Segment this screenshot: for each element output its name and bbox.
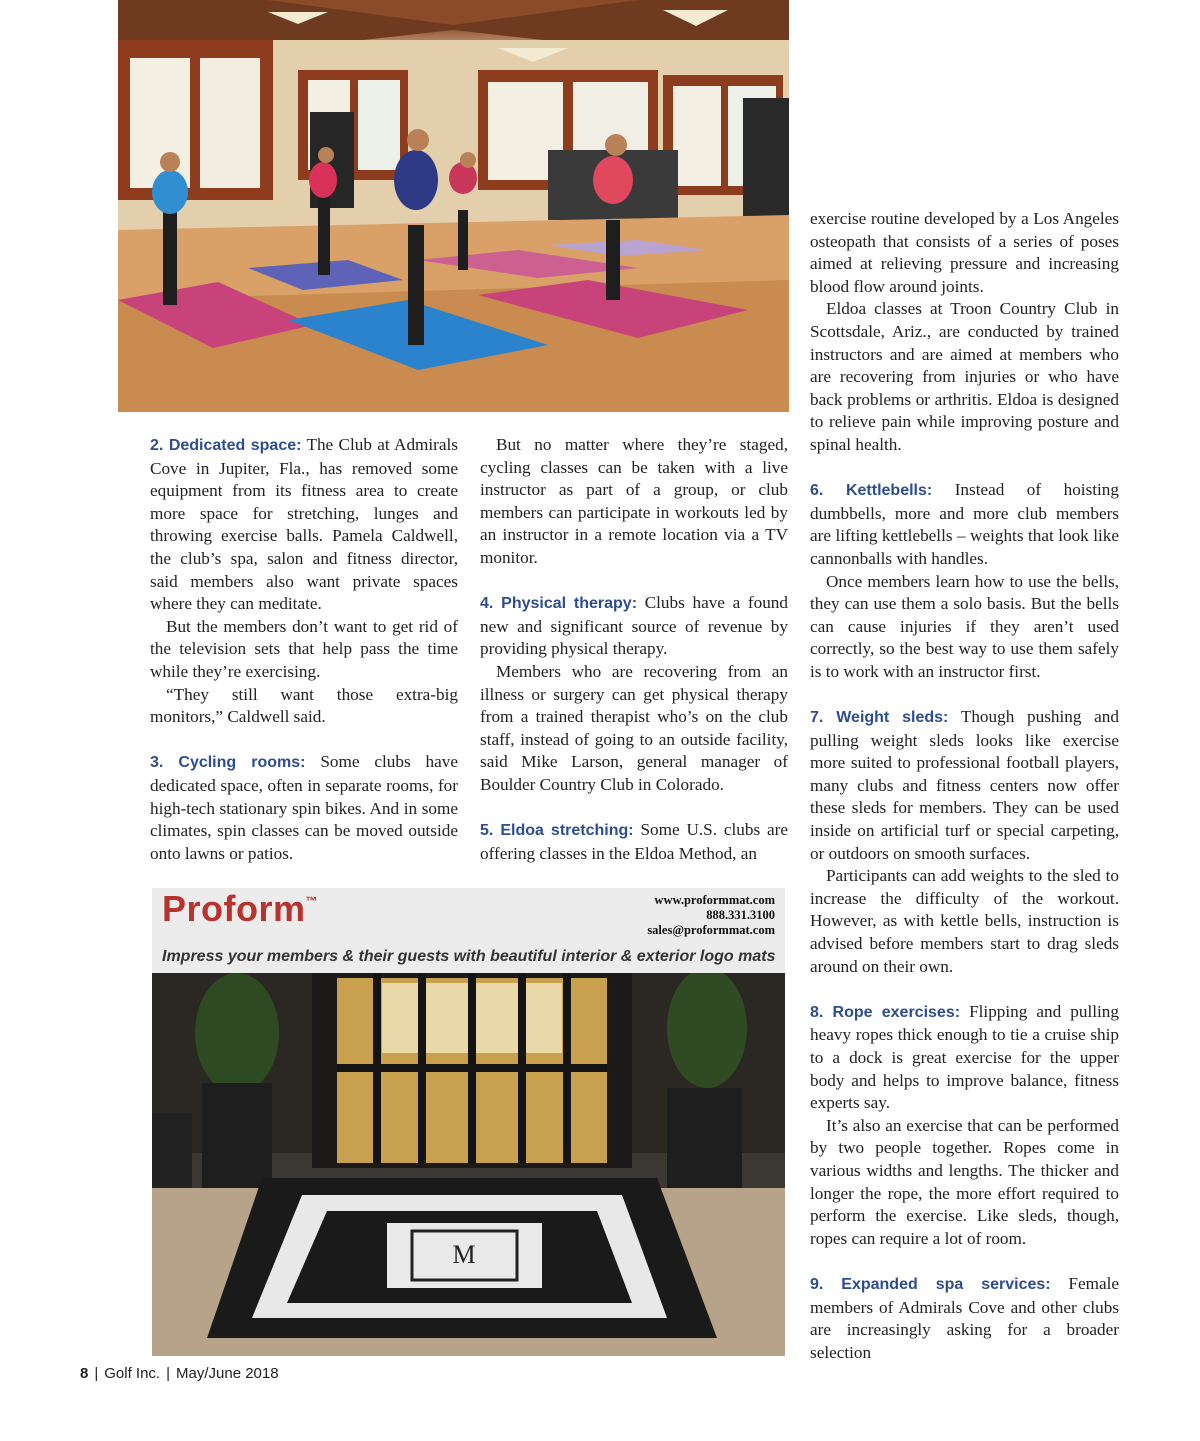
ad-phone: 888.331.3100 (706, 908, 775, 922)
paragraph-text: Clubs have a found new and significant source of revenue by providing physical therapy. (480, 593, 788, 659)
paragraph (810, 479, 1119, 570)
yoga-class-photo (118, 0, 789, 412)
section-heading: 2. Dedicated space: (150, 437, 302, 454)
logo-mat-entrance-photo (152, 973, 785, 1356)
section-heading: 6. Kettlebells: (810, 482, 933, 500)
article-column-3 (810, 208, 1119, 1364)
paragraph (810, 1273, 1119, 1364)
paragraph (480, 819, 788, 865)
page-footer (80, 1365, 279, 1382)
ad-email-link[interactable]: sales@proformmat.com (647, 923, 775, 937)
paragraph: Members who are recovering from an illness or surgery can get physical therapy from a trained therapist who’s on the club staff, instead of going to an outside facility, said Mike Larson, general manager of Boulder Country Club in Colorado. (480, 661, 788, 794)
page-number: 8 (80, 1365, 89, 1382)
paragraph (810, 1001, 1119, 1115)
section-heading: 5. Eldoa stretching: (480, 822, 634, 840)
paragraph (150, 751, 458, 865)
article-column-1 (150, 434, 458, 865)
proform-advertisement[interactable] (152, 888, 785, 1356)
ad-brand-logo: Proform™ (162, 888, 319, 929)
section-heading: 9. Expanded spa services: (810, 1275, 1051, 1293)
ad-website-link[interactable]: www.proformmat.com (654, 893, 775, 907)
publication-name: Golf Inc. (104, 1365, 161, 1382)
paragraph (810, 706, 1119, 865)
yoga-photo-illustration (118, 0, 789, 412)
paragraph-text: Some U.S. clubs are offering classes in the Eldoa Method, an (480, 820, 788, 863)
paragraph-text: Female members of Admirals Cove and other clubs are increasingly asking for a broader selection (810, 1273, 1119, 1362)
mat-logo-letter: M (452, 1240, 476, 1269)
paragraph: It’s also an exercise that can be performed by two people together. Ropes come in various widths and lengths. The thicker and longer the rope, the more effort required to perform the exercise. Like sleds, though, ropes can require a lot of room. (810, 1115, 1119, 1248)
section-heading: 8. Rope exercises: (810, 1003, 961, 1021)
section-heading: 3. Cycling rooms: (150, 754, 306, 772)
paragraph: But the members don’t want to get rid of the television sets that help pass the time while they’re exercising. (150, 616, 458, 681)
paragraph-text: The Club at Admirals Cove in Jupiter, Fla., has removed some equipment from its fitness area to create more space for stretching, lunges and throwing exercise balls. Pamela Caldwell, the club’s spa, salon and fitness director, said members also want private spaces where they can meditate. (150, 435, 458, 614)
paragraph: exercise routine developed by a Los Angeles osteopath that consists of a series of poses aimed at relieving pressure and increasing blood flow around joints. (810, 209, 1119, 296)
paragraph: Once members learn how to use the bells, they can use them a solo basis. But the bells can cause injuries if they aren’t used correctly, so the best way to use them safely is to work with an instructor first. (810, 571, 1119, 681)
paragraph: But no matter where they’re staged, cycling classes can be taken with a live instructor as part of a group, or club members can participate in workouts led by an instructor in a remote location via a TV monitor. (480, 435, 788, 567)
paragraph (480, 592, 788, 661)
section-heading: 4. Physical therapy: (480, 595, 638, 613)
paragraph-text: Instead of hoisting dumbbells, more and more club members are lifting kettlebells – weights that look like cannonballs with handles. (810, 480, 1119, 568)
paragraph-text: Some clubs have dedicated space, often in separate rooms, for high-tech stationary spin bikes. And in some climates, spin classes can be moved outside onto lawns or patios. (150, 752, 458, 863)
section-heading: 7. Weight sleds: (810, 709, 949, 727)
paragraph (150, 434, 458, 616)
ad-tagline: Impress your members & their guests with beautiful interior & exterior logo mats (162, 948, 776, 965)
issue-date: May/June 2018 (176, 1365, 279, 1382)
paragraph-text: Though pushing and pulling weight sleds looks like exercise more suited to professional football players, many clubs and fitness centers now offer these sleds for members. They can be used inside on artificial turf or special carpeting, or outdoors on smooth surfaces. (810, 707, 1119, 863)
article-column-2 (480, 434, 788, 865)
paragraph: “They still want those extra-big monitors,” Caldwell said. (150, 684, 458, 727)
footer-separator: | (94, 1365, 99, 1382)
paragraph: Eldoa classes at Troon Country Club in Scottsdale, Ariz., are conducted by trained instructors and are aimed at members who are recovering from injuries or who have back problems or arthritis. Eldoa is designed to relieve pain while improving posture and spinal health. (810, 299, 1119, 454)
paragraph: Participants can add weights to the sled to increase the difficulty of the workout. However, as with kettle bells, instruction is advised before members start to drag sleds around on their own. (810, 866, 1119, 976)
ad-contact-info (647, 893, 775, 938)
footer-separator: | (166, 1365, 171, 1382)
paragraph-text: Flipping and pulling heavy ropes thick enough to tie a cruise ship to a dock is great exercise for the upper body and helps to improve balance, fitness experts say. (810, 1001, 1119, 1113)
